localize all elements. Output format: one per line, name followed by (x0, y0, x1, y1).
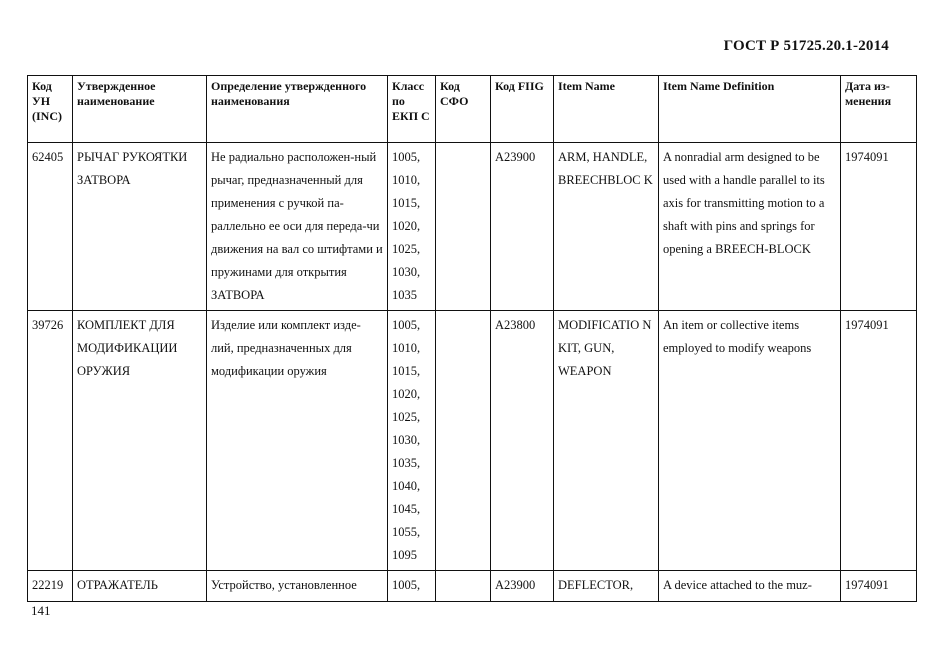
cell-item-name: MODIFICATIO N KIT, GUN, WEAPON (554, 311, 659, 571)
cell-item-definition: An item or collective items employed to modify weapons (659, 311, 841, 571)
header-item-name: Item Name (554, 76, 659, 143)
header-date: Дата из-менения (841, 76, 917, 143)
cell-fiig: A23900 (491, 571, 554, 602)
cell-name: РЫЧАГ РУКОЯТКИ ЗАТВОРА (73, 143, 207, 311)
cell-name: КОМПЛЕКТ ДЛЯ МОДИФИКАЦИИ ОРУЖИЯ (73, 311, 207, 571)
cell-sfo (436, 311, 491, 571)
cell-definition: Изделие или комплект изде-лий, предназначенных для модификации оружия (207, 311, 388, 571)
header-class: Класс по ЕКП С (388, 76, 436, 143)
header-definition: Определение утвержденного наименования (207, 76, 388, 143)
table-header-row (28, 76, 917, 143)
table-row (28, 571, 917, 602)
cell-classes: 1005, 1010, 1015, 1020, 1025, 1030, 1035 (388, 143, 436, 311)
cell-item-definition: A nonradial arm designed to be used with a handle parallel to its axis for transmitting motion to a shaft with pins and springs for opening a BREECH-BLOCK (659, 143, 841, 311)
cell-item-name: DEFLECTOR, (554, 571, 659, 602)
header-item-definition: Item Name Definition (659, 76, 841, 143)
cell-name: ОТРАЖАТЕЛЬ (73, 571, 207, 602)
cell-item-definition: A device attached to the muz- (659, 571, 841, 602)
cell-sfo (436, 571, 491, 602)
cell-date: 1974091 (841, 311, 917, 571)
cell-fiig: A23800 (491, 311, 554, 571)
cell-code: 62405 (28, 143, 73, 311)
header-fiig: Код FIIG (491, 76, 554, 143)
cell-fiig: A23900 (491, 143, 554, 311)
cell-classes: 1005, 1010, 1015, 1020, 1025, 1030, 1035, 1040, 1045, 1055, 1095 (388, 311, 436, 571)
cell-date: 1974091 (841, 143, 917, 311)
cell-definition: Не радиально расположен-ный рычаг, предназначенный для применения с ручкой па-раллельно ее оси для переда-чи движения на вал со штифтами и пружинами для открытия ЗАТВОРА (207, 143, 388, 311)
header-sfo: Код СФО (436, 76, 491, 143)
cell-item-name: ARM, HANDLE, BREECHBLOC K (554, 143, 659, 311)
cell-definition: Устройство, установленное (207, 571, 388, 602)
cell-classes: 1005, (388, 571, 436, 602)
cell-date: 1974091 (841, 571, 917, 602)
header-approved-name: Утвержденное наименование (73, 76, 207, 143)
table-row (28, 311, 917, 571)
cell-code: 39726 (28, 311, 73, 571)
classification-table (27, 75, 917, 602)
cell-sfo (436, 143, 491, 311)
table-row (28, 143, 917, 311)
cell-code: 22219 (28, 571, 73, 602)
page-number: 141 (31, 603, 51, 618)
document-standard-number: ГОСТ Р 51725.20.1-2014 (723, 38, 889, 54)
header-code: Код УН (INC) (28, 76, 73, 143)
